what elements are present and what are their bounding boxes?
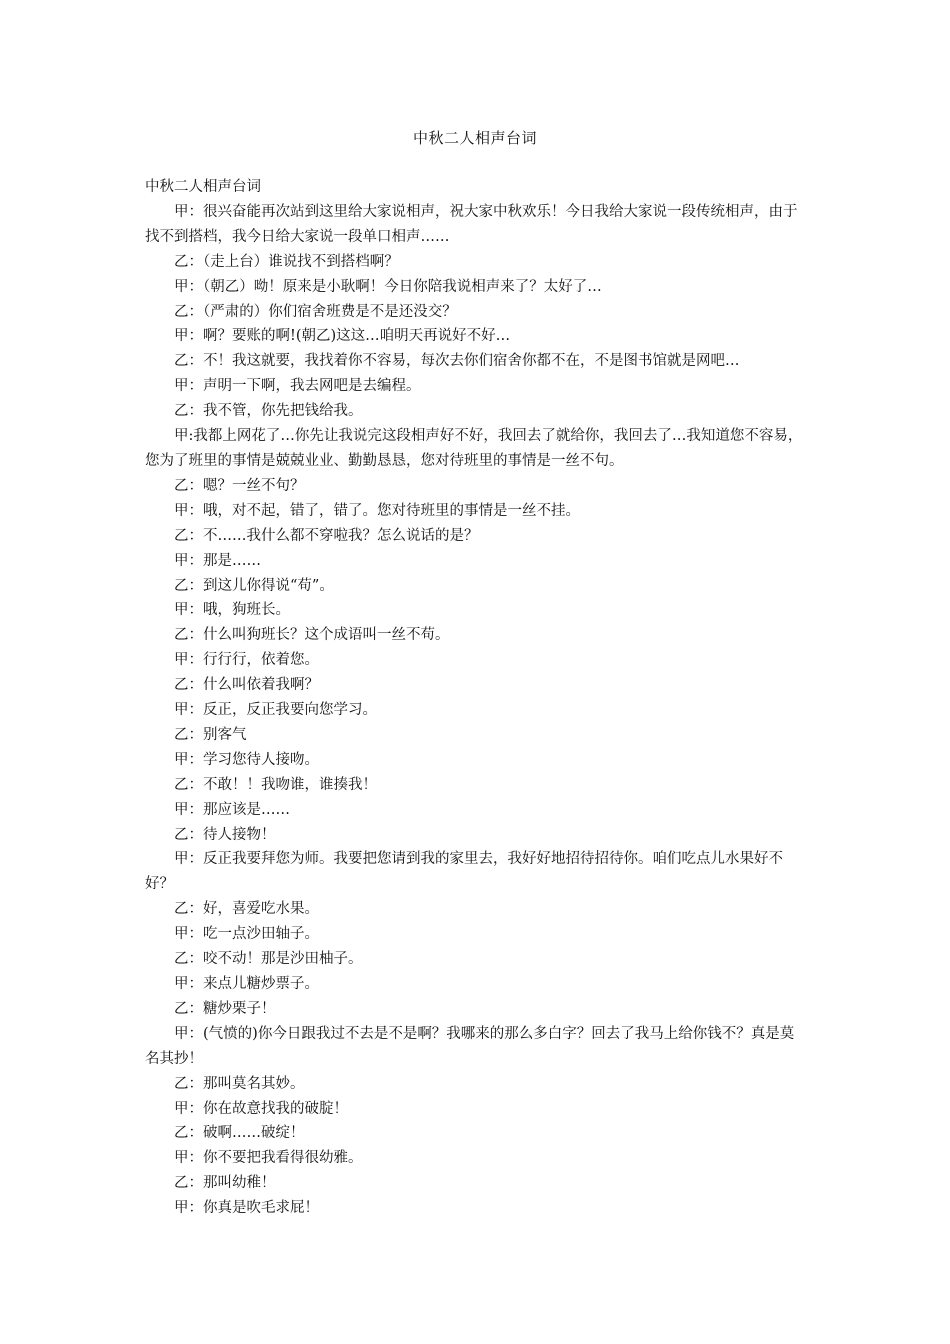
dialogue-line: 乙：（严肃的）你们宿舍班费是不是还没交？ (174, 303, 457, 320)
dialogue-line: 甲：你在故意找我的破腚！ (174, 1100, 348, 1117)
dialogue-line: 甲：反正，反正我要向您学习。 (174, 702, 377, 719)
dialogue-line: 乙：不……我什么都不穿啦我？怎么说话的是？ (174, 527, 479, 544)
dialogue-line: 甲：(气愤的)你今日跟我过不去是不是啊？我哪来的那么多白字？回去了我马上给你钱不？真是莫名其抄！ (145, 1025, 795, 1067)
dialogue-line: 乙：什么叫狗班长？这个成语叫一丝不苟。 (174, 627, 450, 644)
dialogue-line: 甲：来点儿糖炒票子。 (174, 976, 319, 992)
dialogue-line: 甲:我都上网花了…你先让我说完这段相声好不好，我回去了就给你，我回去了…我知道您不容易，您为了班里的事情是兢兢业业、勤勤恳恳，您对待班里的事情是一丝不句。 (145, 428, 803, 469)
dialogue-line: 甲：哦，狗班长。 (174, 602, 290, 619)
dialogue-line: 甲：很兴奋能再次站到这里给大家说相声，祝大家中秋欢乐！今日我给大家说一段传统相声，由于找不到搭档，我今日给大家说一段单口相声…… (145, 203, 798, 245)
dialogue-line: 乙：待人接物！ (174, 826, 276, 843)
dialogue-line: 甲：（朝乙）呦！原来是小耿啊！今日你陪我说相声来了？太好了… (174, 278, 602, 295)
dialogue-line: 甲：吃一点沙田轴子。 (174, 926, 319, 943)
dialogue-line: 乙：好，喜爱吃水果。 (174, 901, 319, 918)
dialogue-line: 甲：哦，对不起，错了，错了。您对待班里的事情是一丝不挂。 (174, 502, 580, 519)
dialogue-line: 乙：咬不动！那是沙田柚子。 (174, 951, 363, 968)
dialogue-line: 甲：啊？要账的啊!(朝乙)这这…咱明天再说好不好… (174, 328, 511, 345)
dialogue-line: 甲：反正我要拜您为师。我要把您请到我的家里去，我好好地招待招待你。咱们吃点儿水果好不好？ (145, 851, 783, 893)
dialogue-line: 乙：嗯？一丝不句？ (174, 477, 305, 494)
dialogue-line: 乙：那叫幼稚！ (174, 1175, 276, 1192)
dialogue-line: 乙：糖炒栗子！ (174, 1000, 276, 1017)
dialogue-line: 甲：你真是吹毛求屁！ (174, 1200, 319, 1217)
dialogue-line: 甲：你不要把我看得很幼雅。 (174, 1150, 363, 1167)
document-body (145, 175, 805, 1221)
dialogue-line: 乙：我不管，你先把钱给我。 (174, 403, 363, 420)
dialogue-line: 乙：那叫莫名其妙。 (174, 1075, 305, 1092)
dialogue-line: 甲：行行行，依着您。 (174, 652, 319, 669)
dialogue-line: 乙：（走上台）谁说找不到搭档啊？ (174, 253, 399, 270)
document-title: 中秋二人相声台词 (412, 129, 537, 147)
dialogue-line: 甲：声明一下啊，我去网吧是去编程。 (174, 378, 421, 395)
dialogue-line: 乙：不！我这就要，我找着你不容易，每次去你们宿舍你都不在，不是图书馆就是网吧… (174, 353, 740, 370)
dialogue-line: 乙：破啊……破绽！ (174, 1125, 305, 1142)
dialogue-line: 乙：到这儿你得说“苟”。 (174, 577, 334, 594)
dialogue-line: 乙：什么叫依着我啊？ (174, 677, 319, 694)
dialogue-line: 乙：不敢！！我吻谁，谁揍我！ (174, 776, 377, 793)
section-heading: 中秋二人相声台词 (145, 179, 261, 195)
dialogue-line: 甲：那应该是…… (174, 801, 290, 818)
dialogue-line: 甲：那是…… (174, 552, 261, 569)
dialogue-line: 乙：别客气 (174, 726, 247, 743)
dialogue-line: 甲：学习您待人接吻。 (174, 751, 319, 768)
